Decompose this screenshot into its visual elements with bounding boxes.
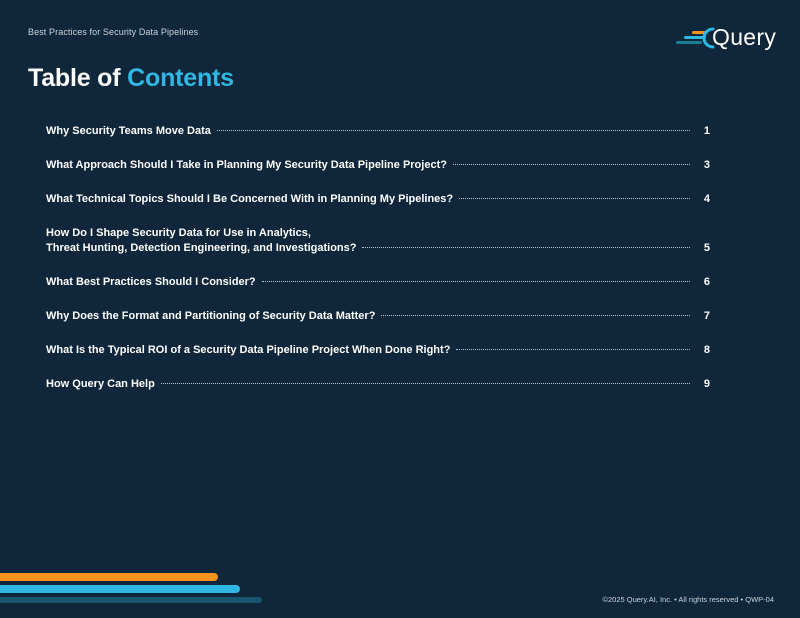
toc-entry-title[interactable]: How Query Can Help (46, 378, 155, 390)
toc-entry[interactable] (46, 344, 710, 356)
decorative-stripe-teal (0, 597, 262, 603)
footer-copyright: ©2025 Query.AI, Inc. • All rights reserved • QWP-04 (602, 595, 774, 604)
toc-page-number[interactable]: 7 (703, 310, 710, 322)
table-of-contents (46, 125, 710, 412)
toc-dot-leader (456, 349, 690, 350)
toc-entry-title-line1[interactable]: How Do I Shape Security Data for Use in Analytics, (46, 227, 311, 239)
toc-dot-leader (459, 198, 690, 199)
page-title-part2: Contents (127, 64, 234, 92)
toc-entry[interactable] (46, 125, 710, 137)
toc-entry-title[interactable]: What Is the Typical ROI of a Security Data Pipeline Project When Done Right? (46, 344, 451, 356)
toc-entry[interactable] (46, 159, 710, 171)
page-title-part1: Table of (28, 64, 128, 92)
toc-page-number[interactable]: 9 (703, 378, 710, 390)
toc-page-number[interactable]: 4 (703, 193, 710, 205)
toc-page-number[interactable]: 8 (703, 344, 710, 356)
toc-entry[interactable] (46, 227, 710, 254)
toc-page-number[interactable]: 5 (703, 242, 710, 254)
toc-dot-leader (262, 281, 690, 282)
toc-entry[interactable] (46, 378, 710, 390)
logo-wordmark: Query (712, 24, 777, 50)
toc-entry-title[interactable]: Why Does the Format and Partitioning of Security Data Matter? (46, 310, 376, 322)
toc-page-number[interactable]: 6 (703, 276, 710, 288)
decorative-stripe-cyan (0, 585, 240, 593)
decorative-stripe-orange (0, 573, 218, 581)
toc-dot-leader (161, 383, 690, 384)
toc-entry-title[interactable]: Threat Hunting, Detection Engineering, and Investigations? (46, 242, 357, 254)
toc-page-number[interactable]: 3 (703, 159, 710, 171)
toc-dot-leader (381, 315, 690, 316)
toc-dot-leader (362, 247, 690, 248)
toc-entry-title[interactable]: What Approach Should I Take in Planning My Security Data Pipeline Project? (46, 159, 447, 171)
toc-entry[interactable] (46, 276, 710, 288)
toc-entry[interactable] (46, 193, 710, 205)
toc-entry[interactable] (46, 310, 710, 322)
toc-dot-leader (217, 130, 690, 131)
logo-bar-teal (676, 41, 702, 44)
document-header-title: Best Practices for Security Data Pipelines (28, 27, 199, 37)
toc-dot-leader (453, 164, 690, 165)
page-title (28, 64, 234, 93)
toc-page-number[interactable]: 1 (703, 125, 710, 137)
toc-entry-title[interactable]: Why Security Teams Move Data (46, 125, 211, 137)
toc-entry-title[interactable]: What Technical Topics Should I Be Concerned With in Planning My Pipelines? (46, 193, 454, 205)
toc-entry-title[interactable]: What Best Practices Should I Consider? (46, 276, 256, 288)
query-logo (674, 22, 784, 54)
